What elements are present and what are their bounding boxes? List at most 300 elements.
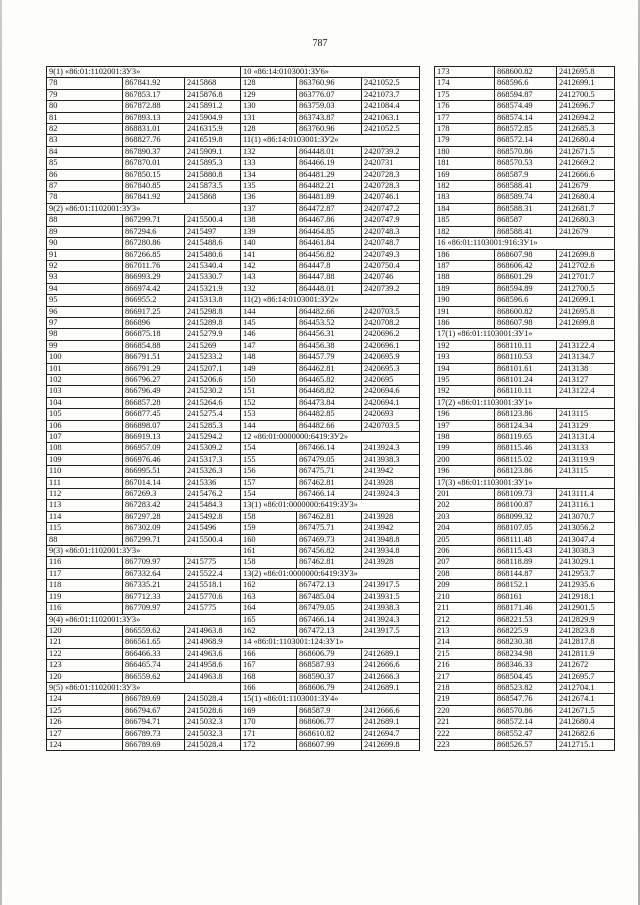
table-row	[241, 477, 420, 488]
table-row	[241, 112, 420, 123]
table-row	[241, 78, 420, 89]
y-coordinate: 2420696.1	[362, 340, 420, 351]
point-number: 131	[241, 112, 297, 123]
y-coordinate: 2420749.3	[362, 249, 420, 260]
table-row	[241, 386, 420, 397]
y-coordinate: 2420694.6	[362, 386, 420, 397]
table-row	[435, 694, 615, 705]
y-coordinate: 2415518.1	[185, 580, 241, 591]
table-row	[241, 249, 420, 260]
x-coordinate: 867332.64	[123, 568, 185, 579]
table-row	[47, 534, 241, 545]
y-coordinate: 2415207.1	[185, 363, 241, 374]
table-row	[435, 511, 615, 522]
point-number: 139	[241, 226, 297, 237]
point-number: 104	[47, 397, 123, 408]
point-number: 204	[435, 523, 495, 534]
parcel-header-row	[435, 397, 615, 408]
y-coordinate: 2420696.2	[362, 329, 420, 340]
y-coordinate: 2420731	[362, 158, 420, 169]
y-coordinate: 2412699.8	[557, 317, 615, 328]
point-number: 142	[241, 260, 297, 271]
table-row	[47, 363, 241, 374]
table-row	[435, 637, 615, 648]
y-coordinate: 2415476.2	[185, 489, 241, 500]
x-coordinate: 867269.3	[123, 489, 185, 500]
point-number: 82	[47, 124, 123, 135]
y-coordinate: 2412823.8	[557, 625, 615, 636]
y-coordinate: 2412666.6	[362, 705, 420, 716]
table-row	[47, 352, 241, 363]
table-row	[435, 409, 615, 420]
point-number: 136	[241, 192, 297, 203]
table-row	[241, 306, 420, 317]
table-row	[47, 454, 241, 465]
y-coordinate: 2412702.6	[557, 260, 615, 271]
x-coordinate: 866917.25	[123, 306, 185, 317]
point-number: 98	[47, 329, 123, 340]
table-row	[241, 203, 420, 214]
y-coordinate: 2415770.6	[185, 591, 241, 602]
x-coordinate: 866993.29	[123, 272, 185, 283]
y-coordinate: 2420695	[362, 374, 420, 385]
point-number: 212	[435, 614, 495, 625]
point-number: 207	[435, 557, 495, 568]
table-row	[47, 603, 241, 614]
point-number: 87	[47, 181, 123, 192]
x-coordinate: 868589.74	[495, 192, 557, 203]
x-coordinate: 864464.85	[297, 226, 362, 237]
table-row	[435, 135, 615, 146]
table-row	[435, 466, 615, 477]
point-number: 210	[435, 591, 495, 602]
x-coordinate: 868171.46	[495, 603, 557, 614]
y-coordinate: 2415285.3	[185, 420, 241, 431]
point-number: 121	[47, 637, 123, 648]
y-coordinate: 2413116.1	[557, 500, 615, 511]
point-number: 158	[241, 511, 297, 522]
point-number: 125	[47, 705, 123, 716]
table-row	[435, 249, 615, 260]
point-number: 152	[241, 397, 297, 408]
table-row	[47, 124, 241, 135]
table-row	[47, 432, 241, 443]
point-number: 156	[241, 466, 297, 477]
y-coordinate: 2412674.1	[557, 694, 615, 705]
point-number: 127	[47, 728, 123, 739]
x-coordinate: 868110.11	[495, 386, 557, 397]
x-coordinate: 868107.05	[495, 523, 557, 534]
x-coordinate: 866877.45	[123, 409, 185, 420]
x-coordinate: 868588.41	[495, 181, 557, 192]
table-row	[47, 523, 241, 534]
x-coordinate: 867485.04	[297, 591, 362, 602]
point-number: 181	[435, 158, 495, 169]
table-row	[435, 739, 615, 750]
table-row	[435, 101, 615, 112]
table-row	[435, 705, 615, 716]
y-coordinate: 2421052.5	[362, 124, 420, 135]
y-coordinate: 2420708.2	[362, 317, 420, 328]
y-coordinate: 2414958.6	[185, 660, 241, 671]
table-row	[47, 694, 241, 705]
x-coordinate: 867850.15	[123, 169, 185, 180]
y-coordinate: 2420747.2	[362, 203, 420, 214]
point-number: 115	[47, 523, 123, 534]
coordinates-table-column-3	[434, 66, 615, 751]
table-row	[241, 557, 420, 568]
table-row	[241, 226, 420, 237]
point-number: 194	[435, 363, 495, 374]
y-coordinate: 2413029.1	[557, 557, 615, 568]
y-coordinate: 2413129	[557, 420, 615, 431]
table-row	[241, 329, 420, 340]
y-coordinate: 2420746.1	[362, 192, 420, 203]
point-number: 219	[435, 694, 495, 705]
y-coordinate: 2412694.7	[362, 728, 420, 739]
table-row	[435, 454, 615, 465]
parcel-header-row	[435, 329, 615, 340]
x-coordinate: 867469.73	[297, 534, 362, 545]
x-coordinate: 864472.87	[297, 203, 362, 214]
y-coordinate: 2415522.4	[185, 568, 241, 579]
y-coordinate: 2413928	[362, 511, 420, 522]
y-coordinate: 2416519.8	[185, 135, 241, 146]
y-coordinate: 2412695.8	[557, 67, 615, 78]
y-coordinate: 2413931.5	[362, 591, 420, 602]
table-row	[435, 283, 615, 294]
x-coordinate: 868144.87	[495, 568, 557, 579]
point-number: 172	[241, 739, 297, 750]
point-number: 132	[241, 283, 297, 294]
x-coordinate: 868225.9	[495, 625, 557, 636]
table-row	[47, 306, 241, 317]
x-coordinate: 868124.34	[495, 420, 557, 431]
x-coordinate: 868594.89	[495, 283, 557, 294]
x-coordinate: 863776.07	[297, 89, 362, 100]
table-row	[241, 101, 420, 112]
x-coordinate: 867456.82	[297, 546, 362, 557]
y-coordinate: 2412699.1	[557, 78, 615, 89]
point-number: 144	[241, 306, 297, 317]
table-row	[47, 101, 241, 112]
x-coordinate: 863759.03	[297, 101, 362, 112]
point-number: 130	[241, 101, 297, 112]
table-row	[435, 89, 615, 100]
x-coordinate: 867870.01	[123, 158, 185, 169]
x-coordinate: 866919.13	[123, 432, 185, 443]
x-coordinate: 868827.76	[123, 135, 185, 146]
parcel-header: 13(1) «86:01:0000000:6419:ЗУ3»	[241, 500, 420, 511]
y-coordinate: 2415775	[185, 557, 241, 568]
x-coordinate: 868115.43	[495, 546, 557, 557]
table-row	[435, 500, 615, 511]
table-row	[47, 112, 241, 123]
table-row	[241, 671, 420, 682]
table-row	[435, 534, 615, 545]
table-row	[241, 215, 420, 226]
point-number: 161	[241, 546, 297, 557]
table-row	[435, 340, 615, 351]
x-coordinate: 866789.69	[123, 739, 185, 750]
table-row	[241, 511, 420, 522]
point-number: 159	[241, 523, 297, 534]
x-coordinate: 864482.66	[297, 420, 362, 431]
x-coordinate: 866854.88	[123, 340, 185, 351]
y-coordinate: 2412666.6	[557, 169, 615, 180]
table-row	[241, 705, 420, 716]
x-coordinate: 868099.32	[495, 511, 557, 522]
parcel-header: 11(2) «86:14:0103001:ЗУ2»	[241, 295, 420, 306]
y-coordinate: 2412694.2	[557, 112, 615, 123]
table-row	[47, 374, 241, 385]
y-coordinate: 2412680.4	[557, 717, 615, 728]
table-row	[241, 625, 420, 636]
y-coordinate: 2412700.5	[557, 283, 615, 294]
table-row	[47, 329, 241, 340]
table-row	[47, 466, 241, 477]
x-coordinate: 866465.74	[123, 660, 185, 671]
y-coordinate: 2413119.9	[557, 454, 615, 465]
table-row	[47, 226, 241, 237]
table-row	[241, 352, 420, 363]
table-row	[435, 158, 615, 169]
parcel-header: 17(3) «86:01:1103001:ЗУ1»	[435, 477, 615, 488]
y-coordinate: 2420739.2	[362, 146, 420, 157]
parcel-header-row	[47, 67, 241, 78]
y-coordinate: 2414963.8	[185, 625, 241, 636]
point-number: 173	[435, 67, 495, 78]
table-row	[241, 340, 420, 351]
point-number: 169	[435, 169, 495, 180]
point-number: 166	[241, 682, 297, 693]
point-number: 217	[435, 671, 495, 682]
point-number: 129	[241, 89, 297, 100]
x-coordinate: 867841.92	[123, 78, 185, 89]
point-number: 89	[47, 226, 123, 237]
y-coordinate: 2415484.3	[185, 500, 241, 511]
y-coordinate: 2412669.2	[557, 158, 615, 169]
y-coordinate: 2420746	[362, 272, 420, 283]
x-coordinate: 868110.11	[495, 340, 557, 351]
y-coordinate: 2412681.7	[557, 203, 615, 214]
y-coordinate: 2415269	[185, 340, 241, 351]
point-number: 117	[47, 568, 123, 579]
table-row	[435, 660, 615, 671]
x-coordinate: 868115.46	[495, 443, 557, 454]
y-coordinate: 2420750.4	[362, 260, 420, 271]
table-row	[241, 466, 420, 477]
x-coordinate: 866791.29	[123, 363, 185, 374]
table-row	[47, 648, 241, 659]
y-coordinate: 2420694.1	[362, 397, 420, 408]
point-number: 135	[241, 181, 297, 192]
point-number: 133	[241, 158, 297, 169]
y-coordinate: 2412689.1	[362, 717, 420, 728]
table-row	[47, 420, 241, 431]
y-coordinate: 2413934.8	[362, 546, 420, 557]
y-coordinate: 2413131.4	[557, 432, 615, 443]
table-row	[241, 660, 420, 671]
table-row	[241, 363, 420, 374]
y-coordinate: 2413127	[557, 374, 615, 385]
y-coordinate: 2412700.5	[557, 89, 615, 100]
page-number: 787	[312, 38, 328, 49]
y-coordinate: 2412696.7	[557, 101, 615, 112]
y-coordinate: 2413928	[362, 477, 420, 488]
table-row	[47, 169, 241, 180]
y-coordinate: 2415317.3	[185, 454, 241, 465]
y-coordinate: 2415500.4	[185, 534, 241, 545]
point-number: 160	[241, 534, 297, 545]
table-row	[47, 146, 241, 157]
point-number: 90	[47, 238, 123, 249]
x-coordinate: 864448.01	[297, 283, 362, 294]
x-coordinate: 864447.88	[297, 272, 362, 283]
y-coordinate: 2413938.3	[362, 603, 420, 614]
parcel-header: 9(3) «86:01:1102001:ЗУ3»	[47, 546, 241, 557]
x-coordinate: 866791.51	[123, 352, 185, 363]
y-coordinate: 2421084.4	[362, 101, 420, 112]
x-coordinate: 867466.14	[297, 443, 362, 454]
x-coordinate: 863743.87	[297, 112, 362, 123]
point-number: 220	[435, 705, 495, 716]
y-coordinate: 2412682.6	[557, 728, 615, 739]
y-coordinate: 2413070.7	[557, 511, 615, 522]
y-coordinate: 2412666.3	[362, 671, 420, 682]
x-coordinate: 868570.86	[495, 146, 557, 157]
x-coordinate: 864482.85	[297, 409, 362, 420]
point-number: 203	[435, 511, 495, 522]
point-number: 138	[241, 215, 297, 226]
y-coordinate: 2415880.8	[185, 169, 241, 180]
y-coordinate: 2413133	[557, 443, 615, 454]
point-number: 101	[47, 363, 123, 374]
x-coordinate: 868234.98	[495, 648, 557, 659]
table-row	[47, 671, 241, 682]
x-coordinate: 867266.85	[123, 249, 185, 260]
point-number: 215	[435, 648, 495, 659]
point-number: 201	[435, 489, 495, 500]
point-number: 223	[435, 739, 495, 750]
x-coordinate: 867283.42	[123, 500, 185, 511]
table-row	[241, 409, 420, 420]
parcel-header-row	[47, 682, 241, 693]
point-number: 186	[435, 249, 495, 260]
table-row	[435, 181, 615, 192]
table-row	[435, 489, 615, 500]
table-row	[435, 728, 615, 739]
x-coordinate: 868610.82	[297, 728, 362, 739]
x-coordinate: 866794.67	[123, 705, 185, 716]
point-number: 106	[47, 420, 123, 431]
point-number: 112	[47, 489, 123, 500]
x-coordinate: 868572.85	[495, 124, 557, 135]
x-coordinate: 868831.01	[123, 124, 185, 135]
y-coordinate: 2412901.5	[557, 603, 615, 614]
point-number: 140	[241, 238, 297, 249]
table-row	[435, 420, 615, 431]
y-coordinate: 2420747.9	[362, 215, 420, 226]
x-coordinate: 866955.2	[123, 295, 185, 306]
table-row	[47, 260, 241, 271]
y-coordinate: 2415032.3	[185, 717, 241, 728]
point-number: 197	[435, 420, 495, 431]
table-row	[47, 397, 241, 408]
point-number: 191	[435, 306, 495, 317]
y-coordinate: 2413924.3	[362, 489, 420, 500]
x-coordinate: 868230.38	[495, 637, 557, 648]
point-number: 116	[47, 557, 123, 568]
point-number: 137	[241, 203, 297, 214]
y-coordinate: 2420728.3	[362, 181, 420, 192]
y-coordinate: 2413917.5	[362, 580, 420, 591]
x-coordinate: 868152.1	[495, 580, 557, 591]
point-number: 166	[241, 648, 297, 659]
table-row	[241, 260, 420, 271]
y-coordinate: 2412817.8	[557, 637, 615, 648]
x-coordinate: 867841.92	[123, 192, 185, 203]
y-coordinate: 2413115	[557, 409, 615, 420]
table-row	[47, 500, 241, 511]
point-number: 178	[435, 124, 495, 135]
y-coordinate: 2415028.4	[185, 694, 241, 705]
point-number: 174	[435, 78, 495, 89]
y-coordinate: 2413134.7	[557, 352, 615, 363]
point-number: 85	[47, 158, 123, 169]
table-row	[241, 238, 420, 249]
point-number: 184	[435, 203, 495, 214]
table-row	[435, 432, 615, 443]
y-coordinate: 2415480.6	[185, 249, 241, 260]
table-row	[47, 580, 241, 591]
x-coordinate: 864457.79	[297, 352, 362, 363]
table-row	[47, 705, 241, 716]
table-row	[241, 169, 420, 180]
point-number: 95	[47, 295, 123, 306]
table-row	[241, 146, 420, 157]
x-coordinate: 867853.17	[123, 89, 185, 100]
y-coordinate: 2421073.7	[362, 89, 420, 100]
point-number: 154	[241, 443, 297, 454]
point-number: 176	[435, 101, 495, 112]
parcel-header: 11(1) «86:14:0103001:ЗУ2»	[241, 135, 420, 146]
y-coordinate: 2420695.3	[362, 363, 420, 374]
y-coordinate: 2415028.6	[185, 705, 241, 716]
x-coordinate: 868572.14	[495, 135, 557, 146]
y-coordinate: 2412699.8	[362, 739, 420, 750]
y-coordinate: 2413111.4	[557, 489, 615, 500]
point-number: 94	[47, 283, 123, 294]
table-row	[435, 614, 615, 625]
y-coordinate: 2415233.2	[185, 352, 241, 363]
x-coordinate: 866561.65	[123, 637, 185, 648]
y-coordinate: 2415028.4	[185, 739, 241, 750]
point-number: 186	[435, 317, 495, 328]
y-coordinate: 2413138	[557, 363, 615, 374]
table-row	[47, 283, 241, 294]
table-row	[241, 728, 420, 739]
table-row	[435, 317, 615, 328]
y-coordinate: 2413917.5	[362, 625, 420, 636]
point-number: 165	[241, 614, 297, 625]
point-number: 177	[435, 112, 495, 123]
y-coordinate: 2412689.1	[362, 682, 420, 693]
x-coordinate: 867475.71	[297, 523, 362, 534]
table-row	[241, 739, 420, 750]
table-row	[47, 739, 241, 750]
x-coordinate: 868221.53	[495, 614, 557, 625]
